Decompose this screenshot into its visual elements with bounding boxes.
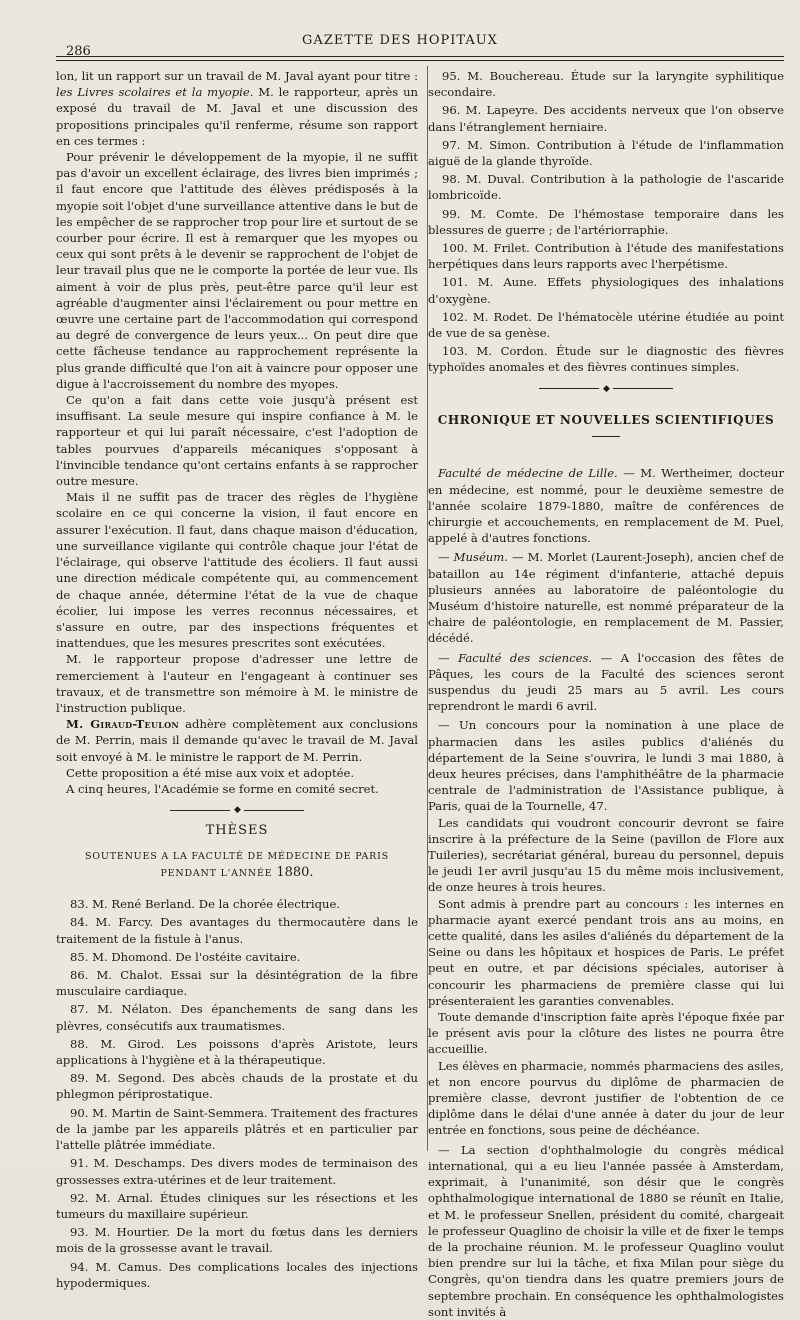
- list-item: 101. M. Aune. Effets physiologiques des inhalations d'oxygène.: [428, 275, 784, 306]
- text: — A l'occasion des fêtes de Pâques, les cours de la Faculté des sciences seront suspendus du jeudi 25 mars au 5 avril. Les cours reprendront le mardi 6 avril.: [428, 650, 784, 714]
- ornament-divider: ◆: [428, 386, 784, 393]
- year: 1880.: [276, 865, 314, 881]
- news-heading: Faculté des sciences.: [458, 650, 593, 665]
- header-rule: [56, 56, 784, 57]
- news-heading: Faculté de médecine de Lille.: [438, 466, 618, 481]
- paragraph: [56, 68, 418, 149]
- list-item: 97. M. Simon. Contribution à l'étude de l'inflammation aiguë de la glande thyroïde.: [428, 137, 784, 169]
- section-subtitle: [56, 865, 418, 882]
- news-item: — La section d'ophthalmologie du congrès médical international, qui a eu lieu l'année passée à Amsterdam, exprimait, à l'unanimité, son désir que le congrès ophthalmologique international de 1880 se réunît en Italie, et M. le professeur Snellen, président du comité, chargeait le professeur Quaglino de choisir la ville et de fixer le temps de la prochaine réunion. M. le professeur Quaglino voulut bien prendre sur lui la tâche, et fixa Milan pour siège du Congrès, qu'on tiendra dans les quatre premiers jours de septembre prochain. En conséquence les ophthalmologistes sont invités à: [428, 1142, 784, 1319]
- news-heading: Muséum.: [453, 550, 508, 565]
- list-item: 88. M. Girod. Les poissons d'après Aristote, leurs applications à l'hygiène et à la thérapeutique.: [56, 1036, 418, 1068]
- book-title: les Livres scolaires et la myopie.: [56, 85, 254, 100]
- list-item: 85. M. Dhomond. De l'ostéite cavitaire.: [70, 949, 301, 964]
- list-item: 102. M. Rodet. De l'hématocèle utérine étudiée au point de vue de sa genèse.: [428, 309, 784, 341]
- news-item: [428, 465, 784, 546]
- theses-list-continued: [428, 68, 784, 376]
- list-item: 86. M. Chalot. Essai sur la désintégration de la fibre musculaire cardiaque.: [56, 968, 418, 999]
- list-item: 87. M. Nélaton. Des épanchements de sang dans les plèvres, consécutifs aux traumatismes.: [56, 1002, 418, 1033]
- paragraph: Ce qu'on a fait dans cette voie jusqu'à présent est insuffisant. La seule mesure qui inspire confiance à M. le rapporteur et qui lui paraît nécessaire, c'est l'adoption de tables pourvues d'appareils mécaniques s'opposant à l'invincible tendance qu'ont certains enfants à se rapprocher outre mesure.: [56, 393, 418, 489]
- section-title-theses: THÈSES: [205, 822, 269, 838]
- list-item: 103. M. Cordon. Étude sur le diagnostic des fièvres typhoïdes anomales et des fièvres continues simples.: [428, 344, 784, 375]
- paragraph: Pour prévenir le développement de la myopie, il ne suffit pas d'avoir un excellent éclairage, des livres bien imprimés ; il faut encore que l'attitude des élèves prédisposés à la myopie soit l'objet d'une surveillance attentive dans le but de les empêcher de se rapprocher trop pour lire et surtout de se courber pour écrire. Il est à remarquer que les myopes ou ceux qui sont prêts à le devenir se rapprochent de l'objet de leur travail plus que ne le comporte la portée de leur vue. Ils aiment à voir de plus près, peut-être parce qu'il leur est agréable d'augmenter ainsi l'éclairement ou pour mettre en œuvre une certaine part de l'accommodation qui correspond au degré de convergence de leurs yeux... On peut dire que cette fâcheuse tendance au rapprochement représente la plus grande difficulté que l'on ait à vaincre pour opposer une digue à l'accroissement du nombre des myopes.: [56, 150, 419, 391]
- text: adhère complètement aux conclusions de M. Perrin, mais il demande qu'avec le travail de M. Javal soit envoyé à M. le ministre le rapport de M. Perrin.: [56, 717, 418, 764]
- ornament-divider: ◆: [56, 807, 418, 814]
- paragraph: Mais il ne suffit pas de tracer des règles de l'hygiène scolaire en ce qui concerne la vision, il faut encore en assurer l'exécution. Il faut, dans chaque maison d'éducation, une surveillance vigilante qui contrôle chaque jour l'état de l'éclairage, qui observe l'attitude des écoliers. Il faut aussi une direction médicale compétente qui, au commencement de chaque année, détermine l'état de la vue de chaque écolier, lui impose les verres reconnus nécessaires, et s'assure en outre, par des inspections fréquentes et inattendues, que les mesures prescrites sont exécutées.: [56, 490, 418, 651]
- section-subtitle: SOUTENUES A LA FACULTÉ DE MÉDECINE DE PARIS: [85, 850, 389, 862]
- paragraph: A cinq heures, l'Académie se forme en comité secret.: [66, 781, 379, 796]
- text: PENDANT L'ANNÉE: [160, 868, 273, 880]
- list-item: 94. M. Camus. Des complications locales des injections hypodermiques.: [56, 1259, 418, 1290]
- short-rule: [592, 436, 620, 437]
- text: M. le rapporteur, après un exposé du travail de M. Javal et une discussion des propositions principales qu'il renferme, résume son rapport en ces termes :: [56, 85, 419, 148]
- list-item: 95. M. Bouchereau. Étude sur la laryngite syphilitique secondaire.: [428, 69, 784, 100]
- news-item: — Un concours pour la nomination à une place de pharmacien dans les asiles publics d'aliénés du département de la Seine s'ouvrira, le lundi 3 mai 1880, à deux heures précises, dans l'amphithéâtre de la pharmacie centrale de l'administration de l'Assistance publique, à Paris, quai de la Tournelle, 47.: [428, 718, 784, 814]
- text: — M. Wertheimer, docteur en médecine, est nommé, pour le deuxième semestre de l'année scolaire 1879-1880, maître de conférences de chirurgie et accouchements, en remplacement de M. Puel, appelé à d'autres fonctions.: [428, 466, 784, 546]
- text: —: [438, 550, 454, 565]
- list-item: 98. M. Duval. Contribution à la pathologie de l'ascaride lombricoïde.: [428, 172, 784, 203]
- paragraph: Les candidats qui voudront concourir devront se faire inscrire à la préfecture de la Seine (pavillon de Flore aux Tuileries), secrétariat général, bureau du personnel, depuis le jeudi 1er avril jusqu'au 15 du même mois inclusivement, de onze heures à trois heures.: [428, 815, 784, 895]
- list-item: 83. M. René Berland. De la chorée électrique.: [70, 897, 341, 912]
- list-item: 99. M. Comte. De l'hémostase temporaire dans les blessures de guerre ; de l'artériorraphie.: [428, 206, 784, 237]
- page-number: 286: [66, 44, 91, 59]
- paragraph: Les élèves en pharmacie, nommés pharmaciens des asiles, et non encore pourvus du diplôme de pharmacien de première classe, devront justifier de l'obtention de ce diplôme dans le délai d'une année à dater du jour de leur entrée en fonctions, sous peine de déchéance.: [428, 1058, 784, 1138]
- paragraph: [56, 716, 418, 765]
- text: —: [438, 650, 459, 665]
- list-item: 93. M. Hourtier. De la mort du fœtus dans les derniers mois de la grossesse avant le travail.: [56, 1225, 418, 1256]
- list-item: 91. M. Deschamps. Des divers modes de terminaison des grossesses extra-utérines et de leur traitement.: [56, 1156, 418, 1187]
- paragraph: M. le rapporteur propose d'adresser une lettre de remerciement à l'auteur en l'engageant à continuer ses travaux, et de transmettre son mémoire à M. le ministre de l'instruction publique.: [56, 652, 418, 715]
- text: lon, lit un rapport sur un travail de M. Javal ayant pour titre :: [56, 69, 418, 83]
- left-column: [56, 68, 418, 1291]
- section-title-chronique: CHRONIQUE ET NOUVELLES SCIENTIFIQUES: [437, 413, 775, 428]
- list-item: 84. M. Farcy. Des avantages du thermocautère dans le traitement de la fistule à l'anus.: [56, 915, 418, 946]
- list-item: 90. M. Martin de Saint-Semmera. Traitement des fractures de la jambe par les appareils plâtrés et en particulier par l'attelle plâtrée immédiate.: [56, 1105, 418, 1153]
- paragraph: Toute demande d'inscription faite après l'époque fixée par le présent avis pour la clôture des listes ne pourra être accueillie.: [428, 1010, 784, 1057]
- news-item: [428, 549, 784, 646]
- journal-title: GAZETTE DES HOPITAUX: [302, 33, 498, 48]
- text: — M. Morlet (Laurent-Joseph), ancien chef de bataillon au 14e régiment d'infanterie, attaché depuis plusieurs années au laboratoire de paléontologie du Muséum d'histoire naturelle, est nommé préparateur de la chaire de paléontologie, en remplacement de M. Passier, décédé.: [428, 550, 784, 646]
- theses-list: [56, 896, 418, 1291]
- list-item: 92. M. Arnal. Études cliniques sur les résections et les tumeurs du maxillaire supérieur.: [56, 1190, 418, 1221]
- list-item: 89. M. Segond. Des abcès chauds de la prostate et du phlegmon périprostatique.: [56, 1071, 418, 1102]
- speaker-name: M. Giraud-Teulon: [66, 717, 180, 732]
- right-column: [428, 68, 784, 1320]
- paragraph: Cette proposition a été mise aux voix et adoptée.: [66, 765, 355, 780]
- list-item: 100. M. Frilet. Contribution à l'étude des manifestations herpétiques dans leurs rapports avec l'herpétisme.: [428, 241, 784, 272]
- news-item: [428, 650, 784, 715]
- paragraph: Sont admis à prendre part au concours : les internes en pharmacie ayant exercé pendant trois ans au moins, en cette qualité, dans les asiles d'aliénés du département de la Seine ou dans les hôpitaux et hospices de Paris. Le préfet peut en outre, et par décisions spéciales, autoriser à concourir les pharmaciens de première classe qui lui présenteraient les garanties convenables.: [428, 896, 784, 1008]
- header-rule-thin: [56, 60, 784, 61]
- list-item: 96. M. Lapeyre. Des accidents nerveux que l'on observe dans l'étranglement herniaire.: [428, 103, 784, 134]
